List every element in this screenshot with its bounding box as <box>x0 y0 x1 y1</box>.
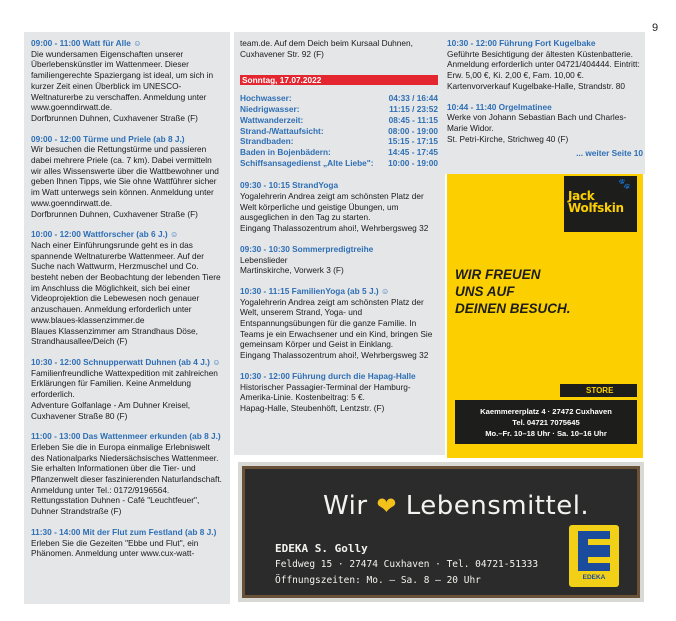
event-item <box>240 244 438 276</box>
store-name: EDEKA S. Golly <box>275 542 368 555</box>
tide-label: Baden in Bojenbädern: <box>240 146 331 157</box>
tide-value: 15:15 - 17:15 <box>388 136 438 147</box>
logo-wordmark <box>568 190 624 214</box>
event-item <box>240 180 438 234</box>
paw-icon: 🐾 <box>618 179 631 190</box>
event-location: Blaues Klassenzimmer am Strandhaus Döse, Strandhausallee/Deich (F) <box>31 325 198 347</box>
continued-link[interactable]: ... weiter Seite 10 <box>576 148 643 159</box>
event-item <box>31 229 224 347</box>
tide-label: Niedrigwasser: <box>240 104 300 115</box>
event-title: 10:00 - 12:00 Wattforscher (ab 6 J.) ☺ <box>31 229 179 240</box>
event-title: 10:30 - 12:00 Führung durch die Hapag-Halle <box>240 370 416 381</box>
event-title: 09:00 - 11:00 Watt für Alle ☺ <box>31 38 142 48</box>
tide-value: 08:00 - 19:00 <box>388 125 438 136</box>
event-title: 09:30 - 10:30 Sommerpredigtreihe <box>240 243 374 254</box>
tide-label: Schiffsansagedienst „Alte Liebe": <box>240 157 374 168</box>
headline-right: Lebensmittel. <box>405 491 590 521</box>
tide-value: 10:00 - 19:00 <box>388 157 438 168</box>
tide-row <box>240 126 438 137</box>
tide-row <box>240 104 438 115</box>
tide-value: 14:45 - 17:45 <box>388 146 438 157</box>
event-description: Yogalehrerin Andrea zeigt am schönsten Platz der Welt körperliche und geistige Übungen, um ausgeglichen in den Tag zu starten. <box>240 191 424 223</box>
event-title: 10:30 - 12:00 Schnupperwatt Duhnen (ab 4 J.) ☺ <box>31 356 221 367</box>
event-title: 10:44 - 11:40 Orgelmatinee <box>447 101 552 112</box>
jack-wolfskin-ad[interactable] <box>447 174 643 458</box>
tide-row <box>240 147 438 158</box>
event-location: Adventure Golfanlage - Am Duhner Kreisel, Cuxhavener Straße 80 (F) <box>31 399 191 421</box>
event-item <box>447 102 643 145</box>
logo-line-2: Wolfskin <box>568 201 624 215</box>
store-label: STORE <box>560 384 637 397</box>
event-location: Dorfbrunnen Duhnen, Cuxhavener Straße (F) <box>31 208 198 219</box>
column-2 <box>240 38 438 424</box>
event-description: Historischer Passagier-Terminal der Hamburg-Amerika-Linie. Kostenbeitrag: 5 €. <box>240 381 411 403</box>
event-description: Geführte Besichtigung der ältesten Küstenbatterie. Anmeldung erforderlich unter 04721/404444. Eintritt: Erw. 5,00 €, Ki. 2,00 €, Fam. 10,00 €. <box>447 48 640 81</box>
event-description: Lebenslieder <box>240 254 288 265</box>
event-location: Kartenvorverkauf Kugelbake-Halle, Strandstr. 80 <box>447 80 626 91</box>
tide-value: 11:15 / 23:52 <box>389 104 438 115</box>
event-location: Dorfbrunnen Duhnen, Cuxhavener Straße (F) <box>31 112 198 123</box>
event-title: 11:00 - 13:00 Das Wattenmeer erkunden (ab 8 J.) <box>31 431 221 442</box>
tide-label: Strand-/Wattaufsicht: <box>240 125 324 136</box>
event-location: Hapag-Halle, Steubenhöft, Lentzstr. (F) <box>240 402 385 413</box>
event-title: 10:30 - 12:00 Führung Fort Kugelbake <box>447 38 596 48</box>
store-phone: Tel. 04721 7075645 <box>512 418 580 427</box>
edeka-logo <box>569 525 619 587</box>
event-item <box>240 286 438 361</box>
store-address: Feldweg 15 · 27474 Cuxhaven · Tel. 04721-51333 <box>275 559 539 570</box>
page-number: 9 <box>652 22 659 34</box>
tide-label: Strandbaden: <box>240 136 294 147</box>
store-hours: Mo.–Fr. 10–18 Uhr · Sa. 10–16 Uhr <box>485 429 607 438</box>
event-location: Rettungsstation Duhnen - Café "Leuchtfeuer", Duhner Strandstraße (F) <box>31 495 200 517</box>
event-item <box>240 371 438 414</box>
event-title: 09:00 - 12:00 Türme und Priele (ab 8 J.) <box>31 133 185 144</box>
store-address: Kaemmererplatz 4 · 27472 Cuxhaven <box>480 407 612 416</box>
event-item <box>31 527 224 559</box>
tide-table <box>240 93 438 168</box>
event-title: 10:30 - 11:15 FamilienYoga (ab 5 J.) ☺ <box>240 285 390 296</box>
chalkboard <box>242 466 640 598</box>
event-location: Eingang Thalassozentrum ahoi!, Wehrbergsweg 32 <box>240 223 429 234</box>
tide-row <box>240 115 438 126</box>
event-description: Nach einer Einführungsrunde geht es in das spannende Weltnaturerbe Wattenmeer. Auf der Suche nach Wattwurm, Herzmuschel und Co. besteht neben der Beobachtung der lebenden Tiere im Anschluss die Möglichkeit, sich bei einer Videoprojektion die Lebewesen noch genauer anzuschauen. Anmeldung erforderlich unter www.blaues-klassenzimmer.de <box>31 239 221 325</box>
event-item <box>31 38 224 124</box>
event-description: Die wundersamen Eigenschaften unserer Überlebenskünstler im Wattenmeer. Dieser familiengerechte Spaziergang ist ideal, um sich in kurzer Zeit einen Überblick im UNESCO-Weltnaturerbe zu verschaffen. Anmeldung unter www.goenndirwatt.de. <box>31 48 214 113</box>
event-continuation: team.de. Auf dem Deich beim Kursaal Duhnen, Cuxhavener Str. 92 (F) <box>240 38 413 59</box>
heart-icon: ❤ <box>376 492 397 520</box>
event-item <box>31 431 224 517</box>
event-location: Martinskirche, Vorwerk 3 (F) <box>240 265 344 276</box>
tide-row <box>240 93 438 104</box>
event-item <box>31 357 224 421</box>
tide-row <box>240 136 438 147</box>
event-location: Eingang Thalassozentrum ahoi!, Wehrbergsweg 32 <box>240 350 429 361</box>
logo-line-1: Jack <box>568 189 595 203</box>
edeka-ad[interactable] <box>238 462 644 602</box>
ad-headline <box>323 491 589 521</box>
edeka-e-icon <box>578 531 610 571</box>
event-description: Erleben Sie die Gezeiten "Ebbe und Flut", ein Phänomen. Anmeldung unter www.cux-watt- <box>31 537 199 559</box>
event-item <box>31 134 224 220</box>
event-title: 11:30 - 14:00 Mit der Flut zum Festland (ab 8 J.) <box>31 526 217 537</box>
event-item <box>447 38 643 92</box>
store-address-box <box>455 400 637 444</box>
event-description: Erleben Sie die in Europa einmalige Erlebniswelt des Nationalparks Niedersächsisches Wattenmeer. Sie erhalten Informationen über die Tier- und Pflanzenwelt dieser faszinierenden Naturlandschaft. Anmeldung unter Tel.: 0172/9196564. <box>31 441 222 495</box>
store-hours: Öffnungszeiten: Mo. – Sa. 8 – 20 Uhr <box>275 575 481 586</box>
slogan-line-2: UNS AUF <box>455 284 515 299</box>
tide-label: Hochwasser: <box>240 93 292 104</box>
column-3 <box>447 38 643 159</box>
event-description: Werke von Johann Sebastian Bach und Charles-Marie Widor. <box>447 112 627 133</box>
event-description: Familienfreundliche Wattexpedition mit zahlreichen Erklärungen für Familien. Keine Anmeldung erforderlich. <box>31 367 218 400</box>
event-description: Yogalehrerin Andrea zeigt am schönsten Platz der Welt, unserem Strand, Yoga- und Entspannungsübungen für die ganze Familie. In Teams je ein Erwachsener und ein Kind, bringen Sie gemeinsam Körper und Geist in Einklang. <box>240 296 433 350</box>
tide-label: Wattwanderzeit: <box>240 114 304 125</box>
event-title: 09:30 - 10:15 StrandYoga <box>240 180 339 191</box>
jack-wolfskin-logo <box>564 176 637 232</box>
slogan-line-1: WIR FREUEN <box>455 267 541 282</box>
column-1 <box>31 38 224 569</box>
event-description: Wir besuchen die Rettungstürme und passieren dabei mehrere Priele (ca. 7 km). Dabei vermitteln wir alles Wissenswerte über die Wattbewohner und geben Ihnen Tipps, wie Sie ohne Wattführer sicher im Watt unterwegs sein können. Anmeldung unter www.goenndirwatt.de. <box>31 144 219 208</box>
date-heading: Sonntag, 17.07.2022 <box>240 75 438 85</box>
event-location: St. Petri-Kirche, Strichweg 40 (F) <box>447 133 569 144</box>
tide-value: 04:33 / 16:44 <box>388 93 438 104</box>
headline-left: Wir <box>323 491 368 521</box>
slogan-line-3: DEINEN BESUCH. <box>455 301 571 316</box>
tide-row <box>240 158 438 169</box>
edeka-logo-text: EDEKA <box>582 574 606 581</box>
tide-value: 08:45 - 11:15 <box>388 114 438 125</box>
ad-slogan <box>455 266 571 317</box>
